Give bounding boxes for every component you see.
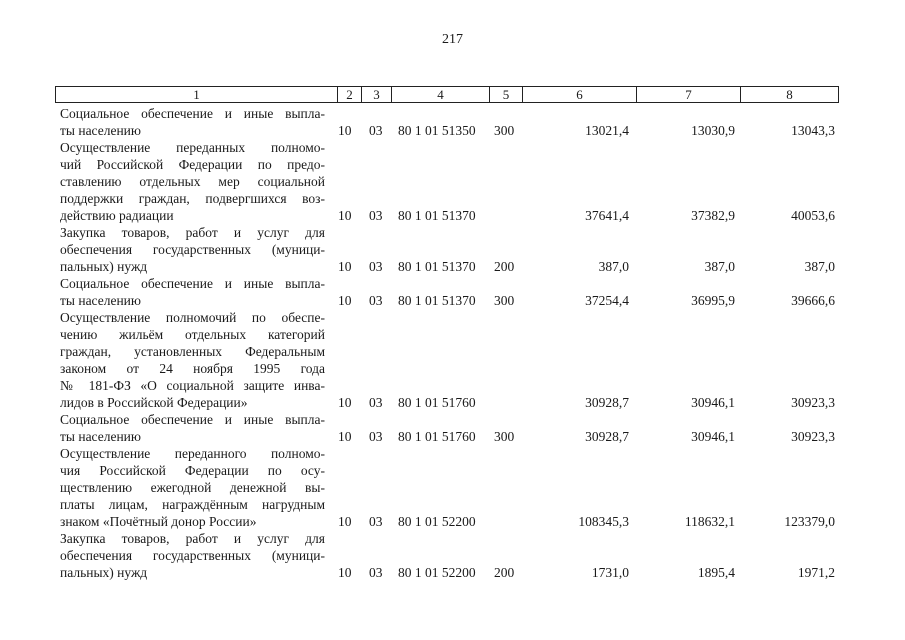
header-col-3: 3 [361, 87, 391, 102]
section-code: 10 [338, 293, 352, 308]
target-code: 80 1 01 51760 [398, 395, 476, 410]
description-line: Социальное обеспечение и иные выпла- [60, 276, 325, 291]
description-line: № 181-ФЗ «О социальной защите инва- [60, 378, 325, 393]
amount-col-6: 387,0 [598, 259, 629, 274]
amount-col-8: 40053,6 [791, 208, 835, 223]
expense-type-code: 300 [494, 123, 515, 138]
description-line: обеспечения государственных (муници- [60, 548, 325, 563]
header-col-5: 5 [489, 87, 522, 102]
amount-col-6: 30928,7 [585, 429, 629, 444]
section-code: 10 [338, 259, 352, 274]
table-row [0, 445, 905, 530]
table-row [0, 105, 905, 139]
header-col-1: 1 [193, 87, 200, 102]
amount-col-6: 37641,4 [585, 208, 629, 223]
subsection-code: 03 [369, 395, 383, 410]
target-code: 80 1 01 51350 [398, 123, 476, 138]
row-description [60, 445, 325, 530]
subsection-code: 03 [369, 514, 383, 529]
description-line: Социальное обеспечение и иные выпла- [60, 106, 325, 121]
description-line: Осуществление переданных полномо- [60, 140, 325, 155]
target-code: 80 1 01 52200 [398, 514, 476, 529]
table-row [0, 275, 905, 309]
subsection-code: 03 [369, 293, 383, 308]
amount-col-6: 30928,7 [585, 395, 629, 410]
description-line: обеспечения государственных (муници- [60, 242, 325, 257]
table-row [0, 309, 905, 411]
section-code: 10 [338, 514, 352, 529]
row-description [60, 224, 325, 275]
amount-col-6: 1731,0 [591, 565, 629, 580]
expense-type-code: 300 [494, 429, 515, 444]
header-col-6: 6 [522, 87, 636, 102]
description-line: Закупка товаров, работ и услуг для [60, 225, 325, 240]
amount-col-8: 123379,0 [784, 514, 835, 529]
section-code: 10 [338, 123, 352, 138]
amount-col-7: 30946,1 [691, 429, 735, 444]
description-line: ществлению ежегодной денежной вы- [60, 480, 325, 495]
subsection-code: 03 [369, 429, 383, 444]
header-col-7: 7 [636, 87, 740, 102]
description-line: знаком «Почётный донор России» [60, 514, 257, 529]
amount-col-8: 30923,3 [791, 395, 835, 410]
description-line: граждан, установленных Федеральным [60, 344, 325, 359]
description-line: пальных) нужд [60, 565, 148, 580]
row-description [60, 530, 325, 581]
target-code: 80 1 01 51370 [398, 208, 476, 223]
description-line: поддержки граждан, подвергшихся воз- [60, 191, 325, 206]
target-code: 80 1 01 52200 [398, 565, 476, 580]
amount-col-8: 39666,6 [791, 293, 835, 308]
table-header [55, 86, 839, 103]
section-code: 10 [338, 208, 352, 223]
page-number: 217 [442, 32, 463, 47]
table-row [0, 411, 905, 445]
amount-col-7: 30946,1 [691, 395, 735, 410]
row-description [60, 105, 325, 139]
description-line: ставлению отдельных мер социальной [60, 174, 325, 189]
expense-type-code: 200 [494, 565, 515, 580]
amount-col-8: 1971,2 [797, 565, 835, 580]
table-row [0, 139, 905, 224]
amount-col-8: 30923,3 [791, 429, 835, 444]
row-description [60, 275, 325, 309]
row-description [60, 139, 325, 224]
description-line: ты населению [60, 123, 141, 138]
target-code: 80 1 01 51760 [398, 429, 476, 444]
amount-col-6: 108345,3 [578, 514, 629, 529]
subsection-code: 03 [369, 565, 383, 580]
description-line: пальных) нужд [60, 259, 148, 274]
target-code: 80 1 01 51370 [398, 293, 476, 308]
subsection-code: 03 [369, 123, 383, 138]
expense-type-code: 200 [494, 259, 515, 274]
amount-col-7: 1895,4 [697, 565, 735, 580]
amount-col-7: 387,0 [704, 259, 735, 274]
subsection-code: 03 [369, 259, 383, 274]
description-line: лидов в Российской Федерации» [60, 395, 248, 410]
amount-col-8: 387,0 [804, 259, 835, 274]
amount-col-6: 37254,4 [585, 293, 629, 308]
target-code: 80 1 01 51370 [398, 259, 476, 274]
amount-col-7: 37382,9 [691, 208, 735, 223]
description-line: чий Российской Федерации по предо- [60, 157, 325, 172]
description-line: чению жильём отдельных категорий [60, 327, 325, 342]
header-col-2: 2 [337, 87, 361, 102]
row-description [60, 411, 325, 445]
header-col-8: 8 [740, 87, 838, 102]
description-line: законом от 24 ноября 1995 года [60, 361, 325, 376]
description-line: Закупка товаров, работ и услуг для [60, 531, 325, 546]
description-line: платы лицам, награждённым нагрудным [60, 497, 325, 512]
amount-col-7: 36995,9 [691, 293, 735, 308]
description-line: ты населению [60, 429, 141, 444]
expense-type-code: 300 [494, 293, 515, 308]
amount-col-7: 118632,1 [684, 514, 735, 529]
description-line: ты населению [60, 293, 141, 308]
amount-col-8: 13043,3 [791, 123, 835, 138]
description-line: чия Российской Федерации по осу- [60, 463, 325, 478]
description-line: Осуществление переданного полномо- [60, 446, 325, 461]
section-code: 10 [338, 565, 352, 580]
section-code: 10 [338, 429, 352, 444]
description-line: Социальное обеспечение и иные выпла- [60, 412, 325, 427]
table-row [0, 224, 905, 275]
table-row [0, 530, 905, 581]
subsection-code: 03 [369, 208, 383, 223]
description-line: Осуществление полномочий по обеспе- [60, 310, 325, 325]
section-code: 10 [338, 395, 352, 410]
description-line: действию радиации [60, 208, 174, 223]
row-description [60, 309, 325, 411]
amount-col-6: 13021,4 [585, 123, 629, 138]
amount-col-7: 13030,9 [691, 123, 735, 138]
header-col-4: 4 [391, 87, 489, 102]
